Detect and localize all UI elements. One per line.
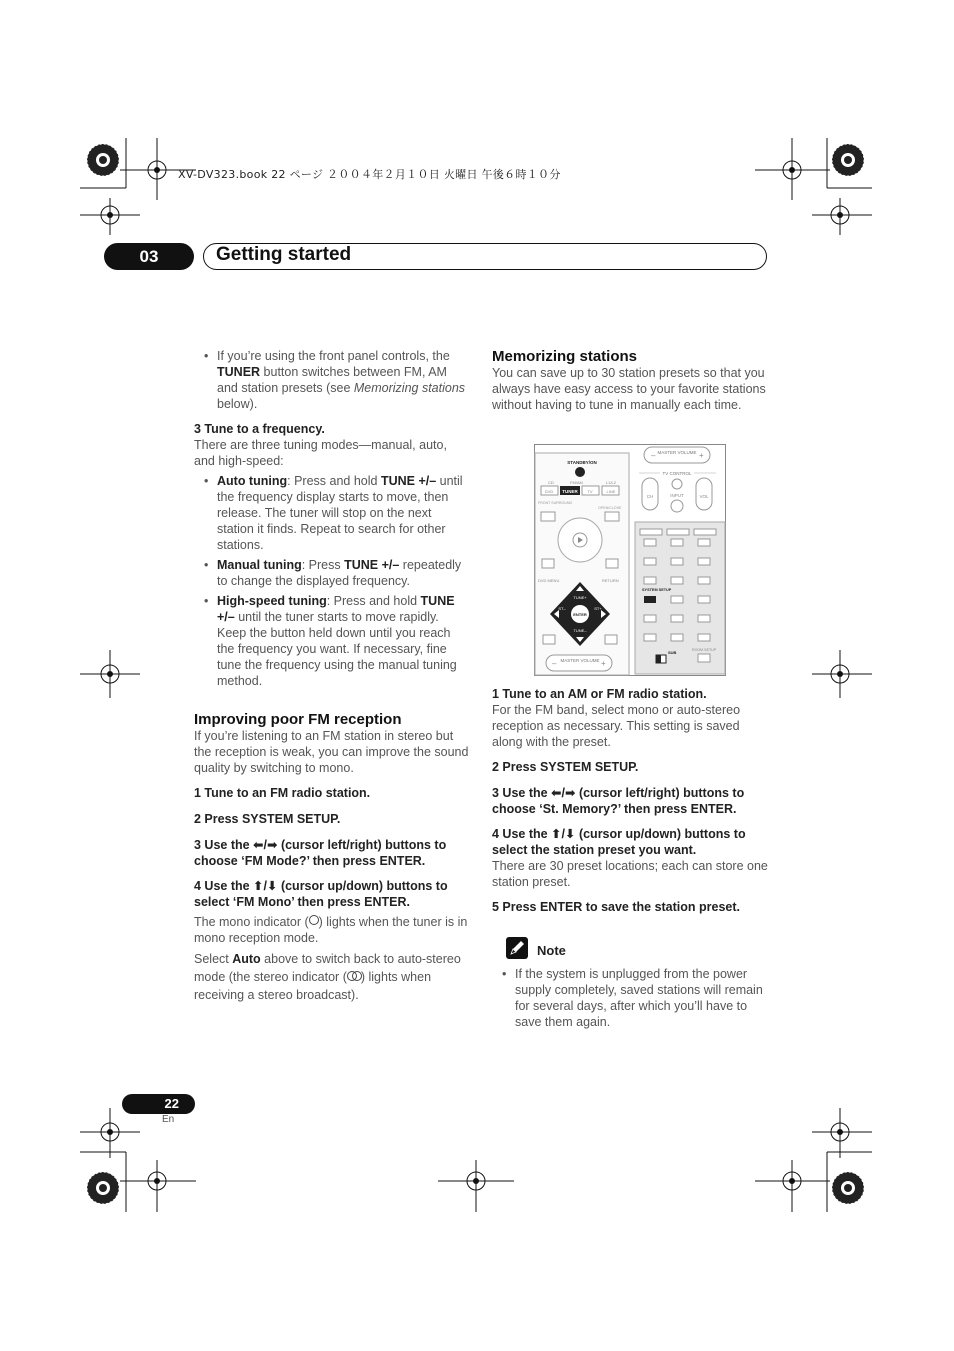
fm-step-1: 1 Tune to an FM radio station. [194,786,371,800]
remote-input: INPUT [670,493,684,498]
remote-open-close: OPEN/CLOSE [598,506,622,510]
page-title: Getting started [216,244,352,265]
mem-step-5: 5 Press ENTER to save the station preset. [492,900,741,914]
svg-text:+: + [699,451,704,460]
auto-stereo-text: Select Auto above to switch back to auto-stereo mode (the stereo indicator ( ) lights when receiving a stereo broadcast). [194,952,461,1002]
remote-master-volume-bottom: MASTER VOLUME [560,658,600,663]
mono-indicator-icon [309,915,319,925]
step-tune-frequency: 3 Tune to a frequency. [194,422,325,436]
mem-step-1: 1 Tune to an AM or FM radio station. [492,687,707,701]
remote-sub: SUB [668,650,677,655]
remote-enter: ENTER [573,612,587,617]
mem-step-3: 3 Use the ⬅/➡ (cursor left/right) buttons to choose ‘St. Memory?’ then press ENTER. [492,786,745,816]
remote-fmam: FM/AM [570,480,583,485]
tuning-modes-text: There are three tuning modes—manual, auto, and high-speed: [194,438,447,468]
svg-text:+: + [601,659,606,668]
remote-cd: CD [548,480,554,485]
remote-l1l2: L1/L2 [606,480,617,485]
right-column-top [492,349,768,413]
svg-text:–: – [651,451,656,460]
remote-tune-minus: TUNE– [573,628,587,633]
remote-front-surround: FRONT SURROUND [538,501,573,505]
bullet-front-panel: • If you’re using the front panel controls, the TUNER button switches between FM, AM and station presets (see Memorizing stations below). [194,348,470,412]
left-column [194,348,470,1004]
remote-system-setup: SYSTEM SETUP [642,588,672,592]
remote-line: LINE [606,489,616,494]
note-pencil-icon [506,937,528,959]
remote-tune-plus: TUNE+ [573,595,587,600]
remote-tuner: TUNER [562,489,578,494]
fm-step-2: 2 Press SYSTEM SETUP. [194,812,341,826]
mono-indicator-text: The mono indicator ( ) lights when the tuner is in mono reception mode. [194,915,468,945]
bullet-auto-tuning: • Auto tuning: Press and hold TUNE +/– until the frequency display starts to move, then release. The tuner will stop on the next station it finds. Repeat to search for other stations. [194,473,470,553]
fm-step-3: 3 Use the ⬅/➡ (cursor left/right) buttons to choose ‘FM Mode?’ then press ENTER. [194,838,447,868]
note-bullet: • If the system is unplugged from the power supply completely, saved stations will remain for several days, after which you’ll have to save them again. [492,966,768,1030]
print-mark-text: XV-DV323.book 22 ページ ２００４年２月１０日 火曜日 午後６時１０分 [178,168,561,181]
remote-st-plus: ST+ [594,606,602,611]
memorizing-text: You can save up to 30 station presets so that you always have easy access to your favorite stations without having to tune in manually each time. [492,366,766,412]
mem-step-4-text: There are 30 preset locations; each can store one station preset. [492,859,768,889]
remote-vol: VOL [699,494,709,499]
note-body [492,966,768,1030]
chapter-number: 03 [104,243,194,270]
remote-dvd-menu: DVD MENU [538,578,560,583]
mem-step-2: 2 Press SYSTEM SETUP. [492,760,639,774]
remote-ch: CH [646,494,654,499]
remote-st-minus: ST– [558,606,566,611]
bullet-manual-tuning: • Manual tuning: Press TUNE +/– repeatedly to change the displayed frequency. [194,557,470,589]
stereo-indicator-icon [347,971,361,981]
remote-return: RETURN [602,578,619,583]
mem-step-1-text: For the FM band, select mono or auto-stereo reception as necessary. This setting is saved along with the preset. [492,703,741,749]
remote-master-volume-top: MASTER VOLUME [657,450,697,455]
remote-tv-control: TV CONTROL [662,471,692,476]
svg-text:–: – [552,659,557,668]
fm-reception-heading: Improving poor FM reception [194,711,402,728]
bullet-high-speed-tuning: • High-speed tuning: Press and hold TUNE +/– until the tuner starts to move rapidly. Keep the button held down until you reach the frequency you want. If necessary, fine tune the frequency using the manual tuning method. [194,593,470,689]
right-column-steps [492,686,768,915]
remote-room-setup: ROOM SETUP [692,648,717,652]
fm-reception-text: If you’re listening to an FM station in stereo but the reception is weak, you can improve the sound quality by switching to mono. [194,729,469,775]
page-language: En [162,1114,175,1125]
remote-tv: TV [587,489,593,494]
fm-step-4: 4 Use the ⬆/⬇ (cursor up/down) buttons to select ‘FM Mono’ then press ENTER. [194,879,448,909]
remote-control-illustration [534,444,726,676]
remote-standby: STANDBY/ON [567,460,597,465]
memorizing-heading: Memorizing stations [492,348,638,365]
remote-dvd: DVD [544,489,554,494]
page-number: 22 [122,1094,195,1114]
mem-step-4: 4 Use the ⬆/⬇ (cursor up/down) buttons to select the station preset you want. [492,827,746,857]
note-title: Note [537,943,566,958]
